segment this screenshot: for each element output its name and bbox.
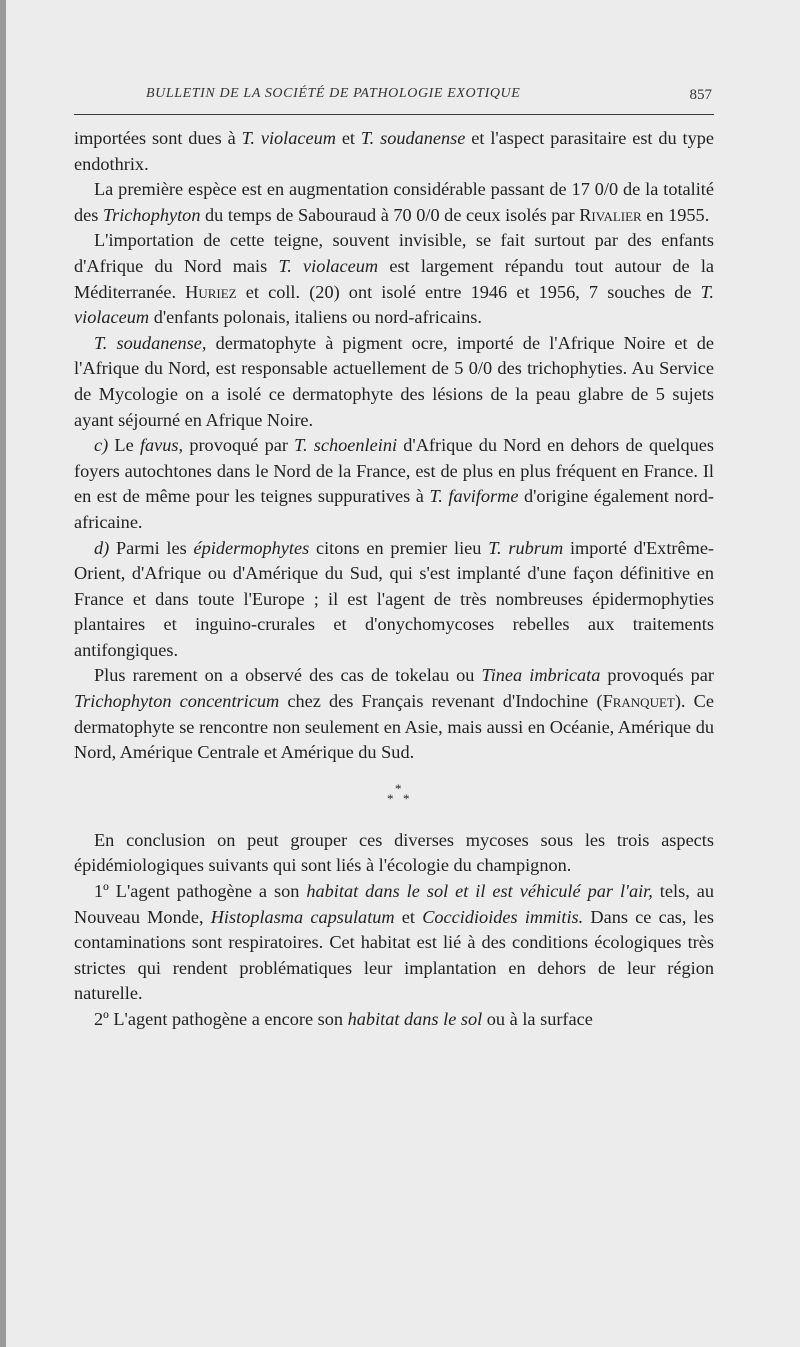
paragraph-6	[74, 536, 714, 664]
text-run: et l'aspect parasitaire est du type endothrix.	[74, 128, 714, 174]
emphasis: habitat dans le sol	[347, 1009, 483, 1029]
text-run: 1º L'agent pathogène a son	[94, 881, 307, 902]
text-run: est largement répandu tout autour de la Méditerranée.	[74, 255, 715, 302]
paragraph-2	[74, 177, 714, 228]
text-run: ). Ce dermatophyte se rencontre non seulement en Asie, mais aussi en Océanie, Amérique du Nord, Amérique Centrale et Amérique du Sud.	[74, 691, 714, 763]
species-name: T. violaceum	[74, 281, 714, 328]
species-name: T. violaceum	[278, 255, 379, 276]
page-number: 857	[689, 87, 712, 103]
paragraph-4	[74, 331, 714, 433]
text-run: Parmi les	[109, 537, 194, 558]
disease-name: favus,	[139, 435, 184, 456]
paragraph-3	[74, 228, 714, 330]
section-separator	[74, 772, 714, 824]
text-run: d'origine également nord-africaine.	[74, 486, 714, 532]
species-name: Histoplasma capsulatum	[210, 906, 395, 927]
text-run: du temps de Sabouraud à 70 0/0 de ceux isolés par	[200, 204, 580, 225]
asterisk: *	[403, 790, 410, 806]
text-run: et	[394, 906, 423, 927]
text-run: dermatophyte à pigment ocre, importé de l'Afrique Noire et de l'Afrique du Nord, est responsable actuellement de 5 0/0 des trichophyties. Au Service de Mycologie on a isolé ce dermatophyte des lésions de la peau glabre de 5 sujets ayant séjourné en Afrique Noire.	[74, 332, 714, 430]
genus-name: Trichophyton	[102, 204, 201, 225]
paragraph-5	[74, 433, 714, 535]
journal-title: BULLETIN DE LA SOCIÉTÉ DE PATHOLOGIE EXOTIQUE	[146, 86, 521, 101]
running-head	[146, 86, 712, 106]
header-rule	[74, 114, 714, 115]
text-run: ou à la surface	[482, 1009, 593, 1029]
author-name: Huriez	[185, 281, 237, 302]
list-marker: d)	[94, 537, 110, 558]
text-run: En conclusion on peut grouper ces diverses mycoses sous les trois aspects épidémiologiques suivants qui sont liés à l'écologie du champignon.	[74, 829, 714, 876]
text-run: provoqués par	[600, 665, 714, 686]
text-run: Le	[108, 435, 140, 456]
paragraph-10	[74, 1007, 714, 1033]
list-marker: c)	[94, 435, 109, 456]
text-run: citons en premier lieu	[309, 537, 489, 558]
text-run: d'enfants polonais, italiens ou nord-africains.	[149, 307, 482, 328]
species-name: T. violaceum	[241, 128, 336, 148]
text-run: provoqué par	[183, 435, 295, 456]
species-name: Coccidioides immitis.	[422, 906, 584, 927]
text-run: et	[335, 128, 361, 148]
paragraph-8	[74, 828, 714, 879]
text-run: La première espèce est en augmentation considérable passant de 17 0/0 de la totalité des	[74, 179, 714, 225]
text-run: Plus rarement on a observé des cas de tokelau ou	[94, 665, 482, 686]
species-name: Tinea imbricata	[481, 665, 601, 686]
species-name: T. soudanense	[360, 128, 466, 148]
page-binding-edge	[0, 0, 6, 1347]
article-body	[74, 126, 714, 1033]
text-run: d'Afrique du Nord en dehors de quelques foyers autochtones dans le Nord de la France, est de plus en plus fréquent en France. Il en est de même pour les teignes suppuratives à	[74, 435, 714, 507]
asterisk: *	[395, 780, 402, 796]
species-name: T. schoenleini	[294, 435, 398, 456]
paragraph-1	[74, 126, 714, 177]
text-run: en 1955.	[641, 204, 710, 225]
species-name: Trichophyton concentricum	[74, 691, 280, 712]
paragraph-9	[74, 879, 714, 1007]
species-name: T. faviforme	[429, 486, 519, 507]
text-run: L'importation de cette teigne, souvent invisible, se fait surtout par des enfants d'Afrique du Nord mais	[74, 230, 714, 276]
text-run: Dans ce cas, les contaminations sont respiratoires. Cet habitat est lié à des conditions écologiques très strictes qui rendent problématiques leur implantation en dehors de leur région naturelle.	[74, 906, 714, 1004]
text-run: tels, au Nouveau Monde,	[74, 881, 714, 927]
text-run: importé d'Extrême-Orient, d'Afrique ou d'Amérique du Sud, qui s'est implanté d'une façon définitive en France et dans toute l'Europe ; il est l'agent de très nombreuses épidermophyties plantaires et inguino-crurales et d'onychomycoses rebelles aux traitements antifongiques.	[74, 537, 715, 660]
species-name: T. soudanense,	[94, 332, 207, 353]
asterisk: *	[387, 790, 394, 806]
text-run: 2º L'agent pathogène a encore son	[94, 1009, 348, 1029]
text-run: chez des Français revenant d'Indochine (	[279, 691, 603, 712]
disease-name: épidermophytes	[193, 537, 310, 558]
author-name: Franquet	[602, 691, 675, 712]
species-name: T. rubrum	[488, 537, 564, 558]
author-name: Rivalier	[579, 204, 642, 225]
paragraph-7	[74, 663, 714, 765]
emphasis: habitat dans le sol et il est véhiculé par l'air,	[306, 881, 653, 902]
text-run: importées sont dues à	[74, 128, 242, 148]
text-run: et coll. (20) ont isolé entre 1946 et 1956, 7 souches de	[236, 281, 701, 302]
